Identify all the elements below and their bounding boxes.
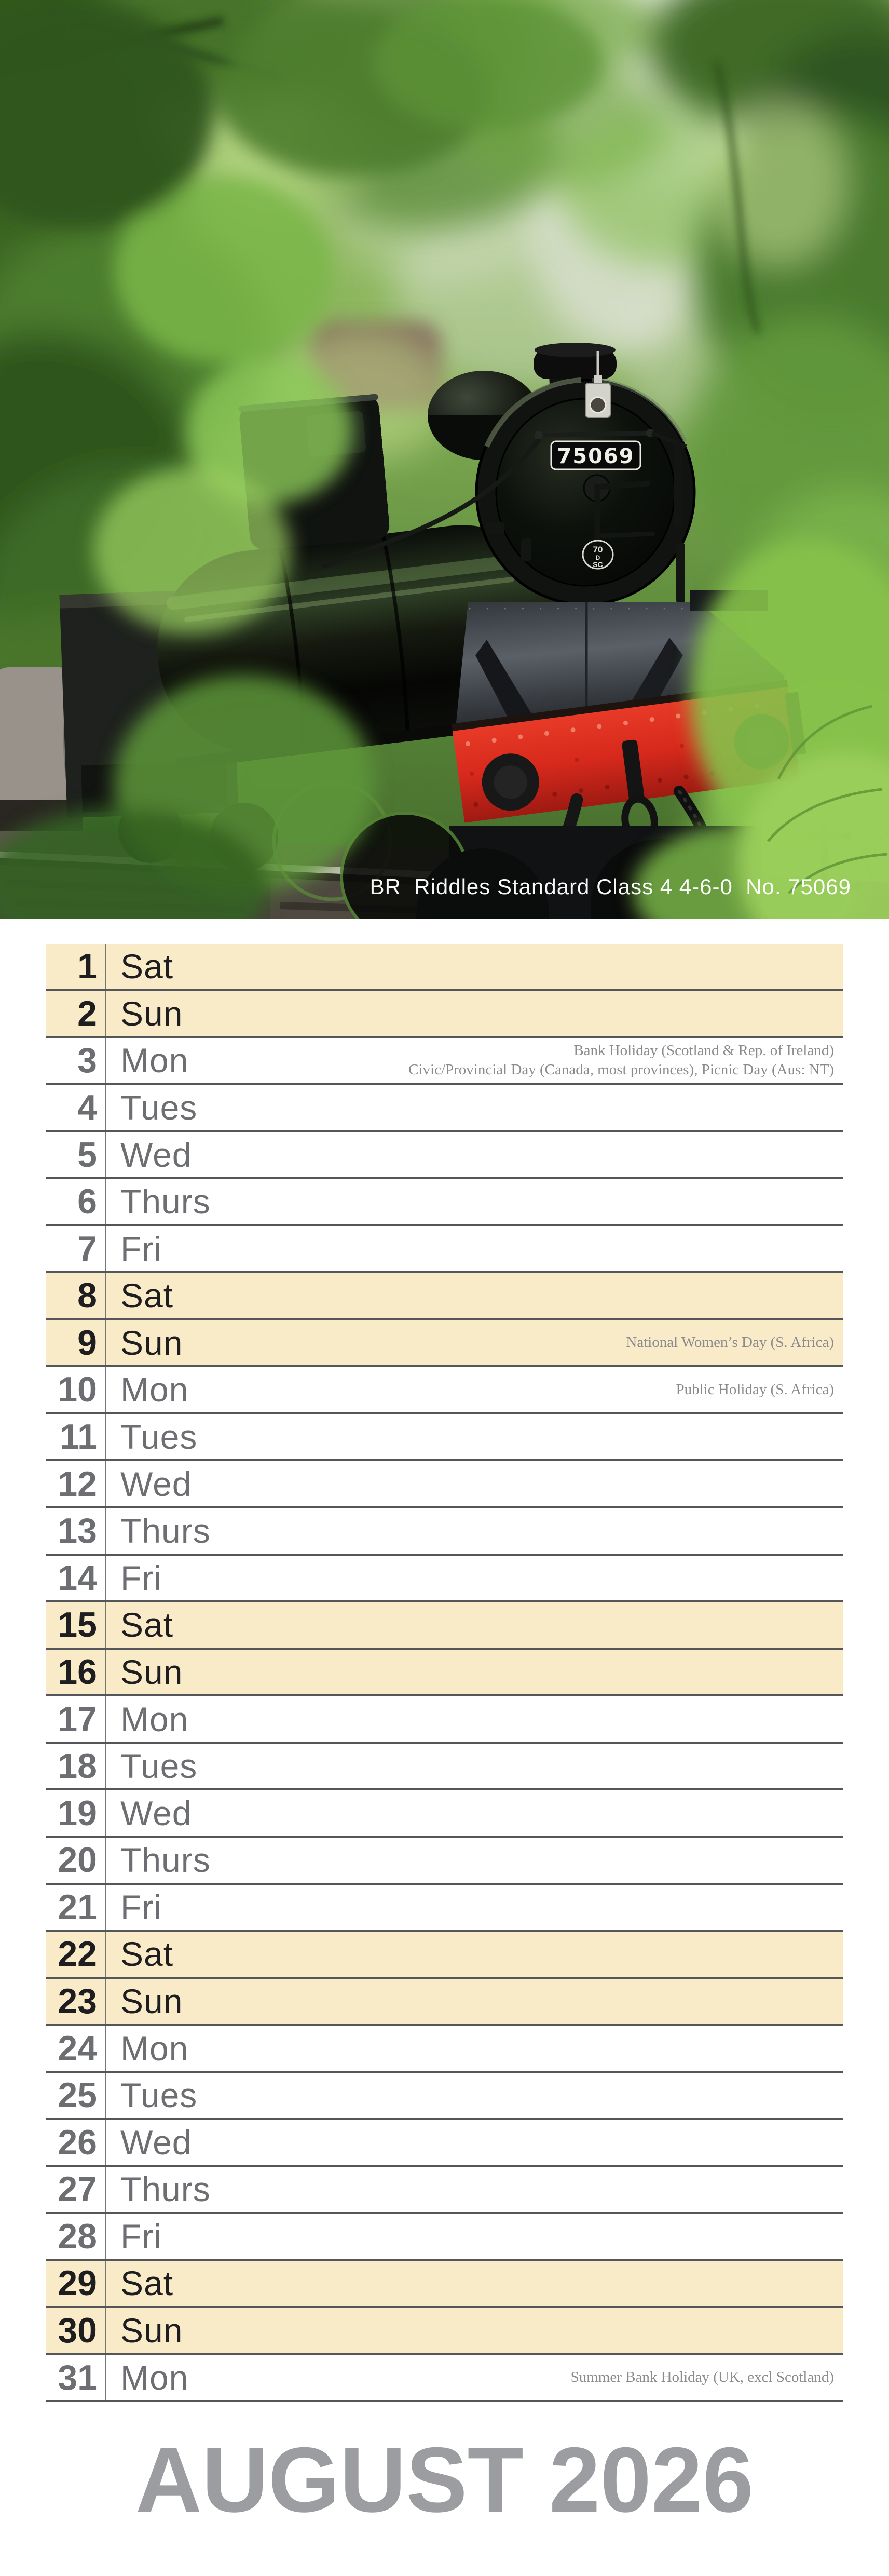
day-number: 26 bbox=[46, 2120, 106, 2165]
table-row bbox=[46, 1320, 843, 1368]
day-name: Tues bbox=[120, 1088, 198, 1127]
day-number: 12 bbox=[46, 1461, 106, 1506]
day-name: Fri bbox=[120, 2217, 162, 2256]
day-number: 10 bbox=[46, 1367, 106, 1412]
day-number: 6 bbox=[46, 1179, 106, 1224]
day-name: Sun bbox=[120, 1652, 183, 1691]
table-row bbox=[46, 1602, 843, 1650]
shed-code-line2: D bbox=[595, 554, 600, 561]
day-name: Mon bbox=[120, 2358, 189, 2397]
table-row bbox=[46, 1790, 843, 1838]
day-number: 18 bbox=[46, 1744, 106, 1789]
table-row bbox=[46, 1508, 843, 1556]
day-number: 23 bbox=[46, 1979, 106, 2024]
table-row bbox=[46, 1367, 843, 1414]
day-name: Wed bbox=[120, 1135, 192, 1174]
holiday-note: Public Holiday (S. Africa) bbox=[676, 1381, 834, 1398]
day-number: 28 bbox=[46, 2214, 106, 2259]
day-number: 14 bbox=[46, 1556, 106, 1601]
table-row bbox=[46, 1414, 843, 1462]
day-number: 2 bbox=[46, 991, 106, 1036]
day-name: Sat bbox=[120, 1276, 174, 1315]
day-number: 21 bbox=[46, 1885, 106, 1930]
day-number: 25 bbox=[46, 2073, 106, 2118]
table-row bbox=[46, 1273, 843, 1320]
table-row bbox=[46, 2073, 843, 2120]
table-row bbox=[46, 1744, 843, 1791]
day-name: Wed bbox=[120, 1464, 192, 1503]
table-row bbox=[46, 1650, 843, 1697]
holiday-note: Civic/Provincial Day (Canada, most provinces), Picnic Day (Aus: NT) bbox=[408, 1061, 834, 1078]
table-row bbox=[46, 1038, 843, 1085]
photo-caption: BR Riddles Standard Class 4 4-6-0 No. 75069 bbox=[370, 874, 851, 899]
day-name: Thurs bbox=[120, 1182, 211, 1221]
day-name: Wed bbox=[120, 2123, 192, 2162]
day-name: Sun bbox=[120, 994, 183, 1033]
number-plate bbox=[551, 441, 640, 469]
day-name: Thurs bbox=[120, 1841, 211, 1880]
day-number: 4 bbox=[46, 1085, 106, 1130]
day-number: 31 bbox=[46, 2355, 106, 2400]
table-row bbox=[46, 1932, 843, 1979]
table-row bbox=[46, 944, 843, 991]
day-name: Tues bbox=[120, 1747, 198, 1786]
holiday-note: Bank Holiday (Scotland & Rep. of Ireland) bbox=[573, 1042, 834, 1059]
table-row bbox=[46, 1696, 843, 1744]
day-name: Mon bbox=[120, 2029, 189, 2068]
day-name: Wed bbox=[120, 1793, 192, 1832]
day-name: Thurs bbox=[120, 2170, 211, 2209]
day-number: 24 bbox=[46, 2026, 106, 2071]
table-row bbox=[46, 1226, 843, 1273]
day-number: 7 bbox=[46, 1226, 106, 1271]
day-name: Sun bbox=[120, 1323, 183, 1362]
table-row bbox=[46, 1556, 843, 1603]
day-number: 1 bbox=[46, 944, 106, 989]
table-row bbox=[46, 2355, 843, 2402]
day-name: Tues bbox=[120, 2076, 198, 2115]
table-row bbox=[46, 2214, 843, 2261]
day-number: 9 bbox=[46, 1320, 106, 1366]
plate-number-text: 75069 bbox=[557, 444, 635, 468]
day-number: 20 bbox=[46, 1838, 106, 1883]
table-row bbox=[46, 2026, 843, 2073]
day-name: Mon bbox=[120, 1700, 189, 1738]
day-number: 17 bbox=[46, 1696, 106, 1742]
holiday-notes bbox=[408, 1038, 843, 1083]
day-name: Mon bbox=[120, 1041, 189, 1080]
day-name: Fri bbox=[120, 1229, 162, 1268]
shed-plate bbox=[583, 541, 613, 569]
day-name: Fri bbox=[120, 1887, 162, 1926]
day-name: Sat bbox=[120, 1606, 174, 1644]
day-name: Sat bbox=[120, 947, 174, 986]
holiday-notes bbox=[626, 1320, 843, 1366]
table-row bbox=[46, 1979, 843, 2026]
table-row bbox=[46, 1838, 843, 1885]
day-name: Mon bbox=[120, 1370, 189, 1409]
day-number: 8 bbox=[46, 1273, 106, 1318]
day-number: 30 bbox=[46, 2308, 106, 2353]
day-name: Sat bbox=[120, 2264, 174, 2303]
table-row bbox=[46, 1461, 843, 1508]
holiday-note: National Women’s Day (S. Africa) bbox=[626, 1334, 834, 1351]
shed-code-line1: 70 bbox=[593, 545, 603, 555]
month-title: AUGUST 2026 bbox=[135, 2428, 754, 2531]
day-number: 15 bbox=[46, 1602, 106, 1648]
day-name: Fri bbox=[120, 1558, 162, 1597]
day-number: 16 bbox=[46, 1650, 106, 1695]
day-number: 13 bbox=[46, 1508, 106, 1554]
table-row bbox=[46, 2167, 843, 2214]
day-number: 19 bbox=[46, 1790, 106, 1836]
day-name: Sun bbox=[120, 1982, 183, 2020]
table-row bbox=[46, 2120, 843, 2167]
day-name: Thurs bbox=[120, 1512, 211, 1550]
day-name: Sun bbox=[120, 2311, 183, 2350]
table-row bbox=[46, 1132, 843, 1179]
table-row bbox=[46, 1179, 843, 1226]
day-name: Tues bbox=[120, 1418, 198, 1456]
table-row bbox=[46, 1085, 843, 1132]
table-row bbox=[46, 991, 843, 1039]
day-number: 27 bbox=[46, 2167, 106, 2212]
table-row bbox=[46, 2261, 843, 2308]
holiday-notes bbox=[571, 2355, 843, 2400]
day-number: 11 bbox=[46, 1414, 106, 1460]
table-row bbox=[46, 2308, 843, 2355]
day-number: 3 bbox=[46, 1038, 106, 1083]
day-number: 5 bbox=[46, 1132, 106, 1177]
shed-code-line3: SC bbox=[593, 560, 603, 569]
day-number: 22 bbox=[46, 1932, 106, 1977]
day-name: Sat bbox=[120, 1935, 174, 1974]
holiday-note: Summer Bank Holiday (UK, excl Scotland) bbox=[570, 2369, 834, 2386]
day-number: 29 bbox=[46, 2261, 106, 2306]
table-row bbox=[46, 1885, 843, 1932]
holiday-notes bbox=[676, 1367, 843, 1412]
cover-photo bbox=[0, 0, 889, 919]
calendar-table bbox=[46, 944, 843, 2402]
